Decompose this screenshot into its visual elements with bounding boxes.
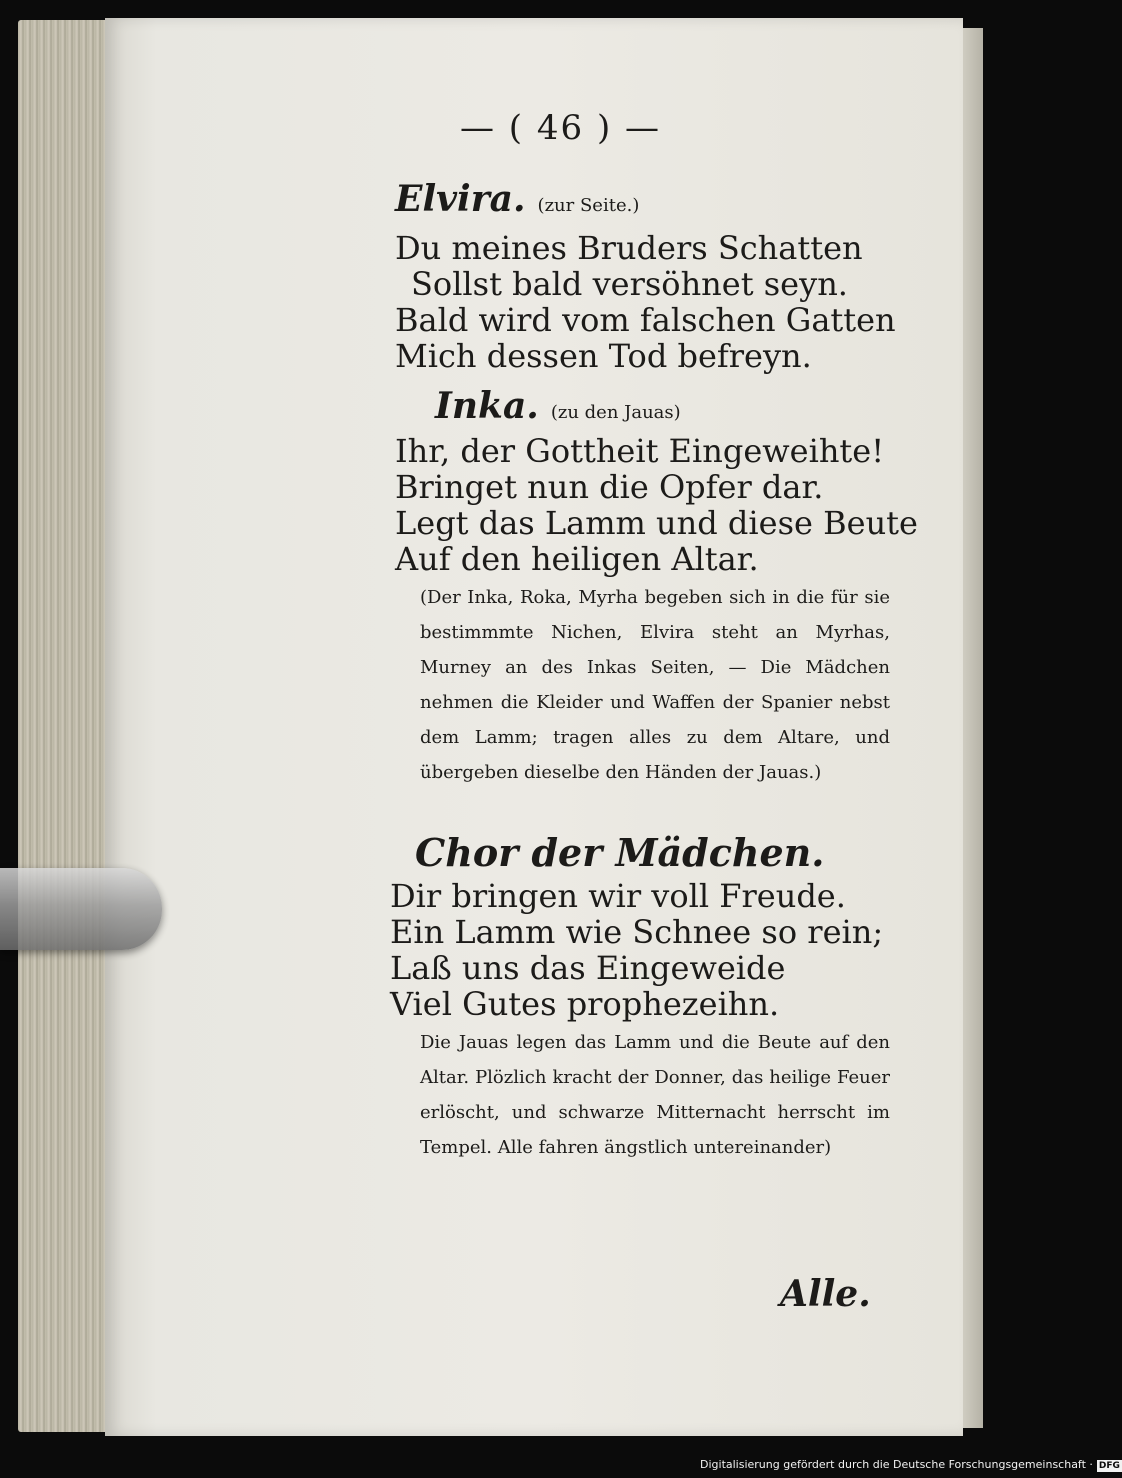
verse-line: Du meines Bruders Schatten — [395, 229, 863, 267]
verse-line: Laß uns das Eingeweide — [390, 949, 786, 987]
book-page-edges — [18, 20, 118, 1432]
verse-line: Bringet nun die Opfer dar. — [395, 468, 824, 506]
speaker-name: Chor der Mädchen. — [415, 830, 825, 875]
verse-line: Auf den heiligen Altar. — [395, 540, 759, 578]
footer-text: Digitalisierung gefördert durch die Deutsche Forschungsgemeinschaft · — [700, 1458, 1093, 1471]
speaker-inka — [435, 385, 681, 427]
verse-line: Ein Lamm wie Schnee so rein; — [390, 913, 884, 951]
verse-line: Viel Gutes prophezeihn. — [390, 985, 780, 1023]
verse-elvira — [395, 230, 896, 374]
dfg-logo: DFG — [1098, 1461, 1120, 1471]
stage-direction: Die Jauas legen das Lamm und die Beute auf den Altar. Plözlich kracht der Donner, das heilige Feuer erlöscht, und schwarze Mitternacht herrscht im Tempel. Alle fahren ängstlich untereinander) — [420, 1032, 890, 1158]
stage-direction-aside: (zur Seite.) — [537, 195, 640, 216]
verse-line: Ihr, der Gottheit Eingeweihte! — [395, 432, 885, 470]
speaker-name: Inka. — [435, 385, 539, 427]
verse-chorus — [390, 878, 883, 1022]
facing-page-edge — [963, 28, 983, 1428]
verse-line: Mich dessen Tod befreyn. — [395, 337, 812, 375]
verse-line: Bald wird vom falschen Gatten — [395, 301, 896, 339]
verse-line: Legt das Lamm und diese Beute — [395, 504, 918, 542]
page-number: — ( 46 ) — — [460, 108, 662, 148]
stage-direction-aside: (zu den Jauas) — [550, 402, 681, 423]
speaker-name: Elvira. — [395, 178, 526, 220]
verse-line: Dir bringen wir voll Freude. — [390, 877, 846, 915]
catchword: Alle. — [780, 1273, 871, 1315]
digitization-footer — [700, 1452, 1120, 1478]
stage-direction: (Der Inka, Roka, Myrha begeben sich in die für sie bestimmmte Nichen, Elvira steht an Myrhas, Murney an des Inkas Seiten, — Die Mädchen nehmen die Kleider und Waffen der Spanier nebst dem Lamm; tragen alles zu dem Altare, und übergeben dieselbe den Händen der Jauas.) — [420, 587, 890, 783]
speaker-chorus — [415, 830, 825, 875]
speaker-elvira — [395, 178, 639, 220]
page-clip — [0, 868, 162, 950]
verse-line: Sollst bald versöhnet seyn. — [411, 265, 848, 303]
verse-inka — [395, 433, 918, 577]
